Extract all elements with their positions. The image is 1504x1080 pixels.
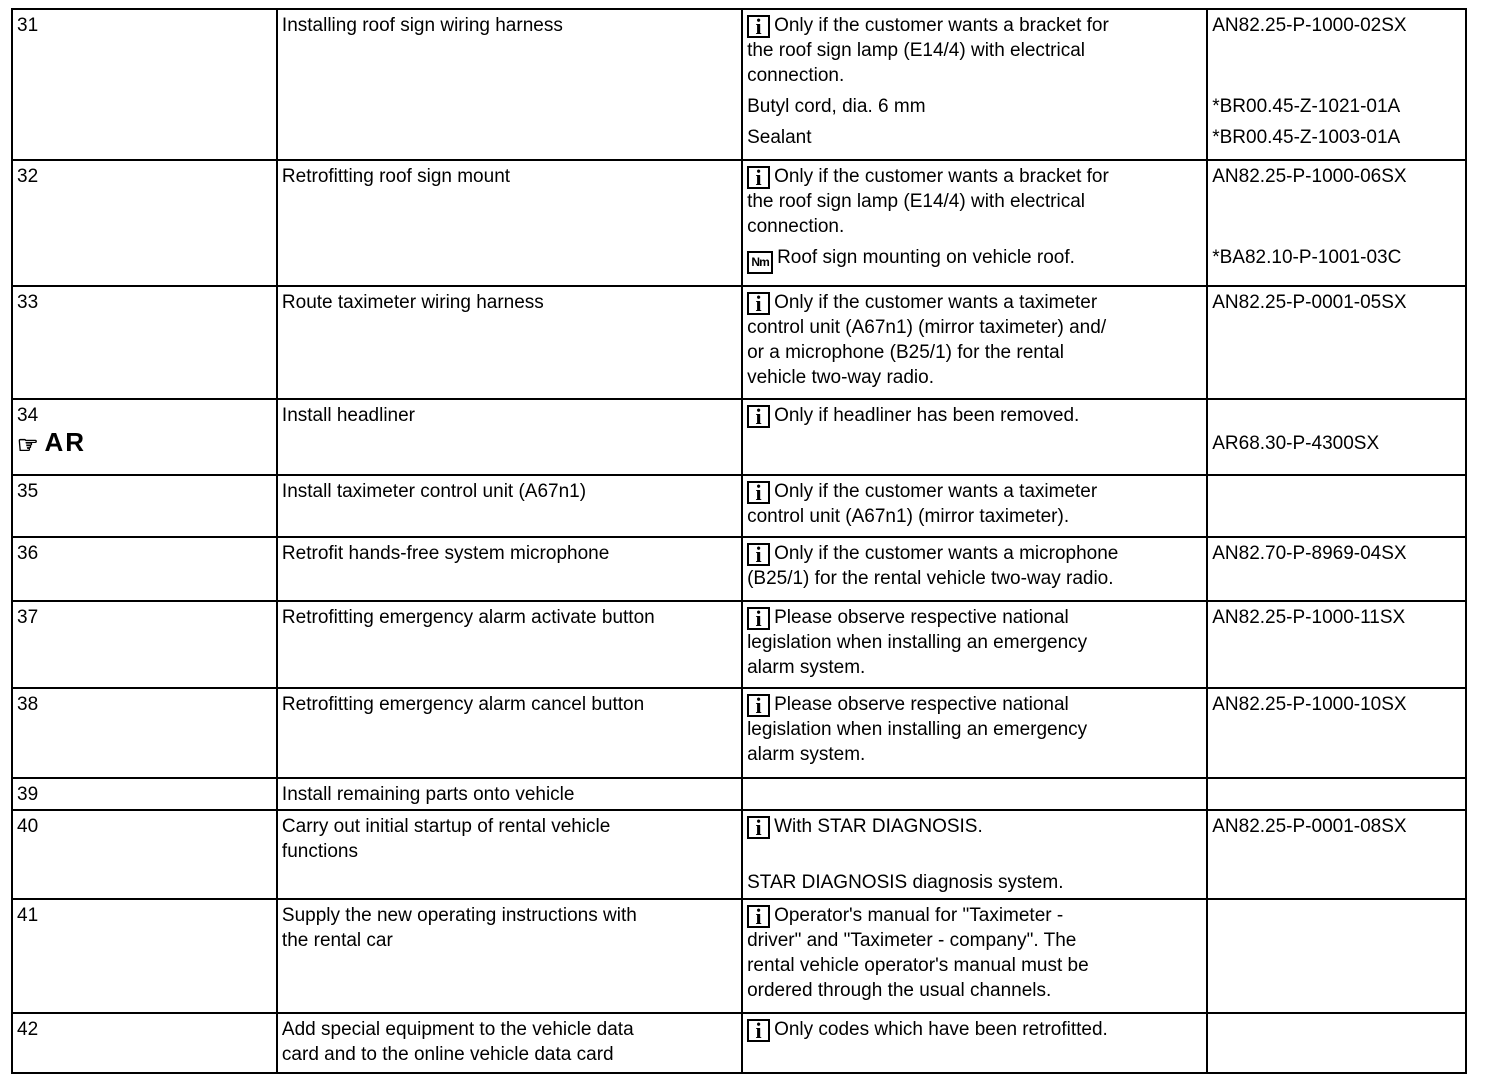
note-text: Please observe respective national [774, 607, 1069, 628]
note-text: Only if the customer wants a bracket for [774, 166, 1109, 187]
reference-code: AN82.25-P-1000-11SX [1212, 607, 1406, 628]
step-number-cell [12, 810, 277, 899]
step-number: 32 [17, 166, 39, 187]
table-row [12, 778, 1466, 810]
reference-cell [1207, 1013, 1466, 1073]
notes-cell [742, 475, 1207, 537]
step-number-cell [12, 160, 277, 286]
operation-text: Install remaining parts onto vehicle [281, 784, 575, 805]
note-text: legislation when installing an emergency [747, 632, 1088, 653]
operation-cell [277, 1013, 742, 1073]
reference-code [1212, 782, 1461, 807]
reference-cell [1207, 778, 1466, 810]
note-text: Only codes which have been retrofitted. [774, 1019, 1108, 1040]
reference-code [1212, 1017, 1461, 1042]
operation-cell [277, 537, 742, 601]
note-text: Sealant [747, 127, 812, 148]
operation-cell [277, 899, 742, 1013]
note-block [747, 541, 1202, 591]
note-text: STAR DIAGNOSIS diagnosis system. [747, 872, 1064, 893]
operation-text: Install headliner [281, 405, 416, 426]
table-row [12, 688, 1466, 778]
info-icon: i [747, 1019, 770, 1042]
reference-code: AN82.25-P-1000-06SX [1212, 166, 1407, 187]
procedure-table [11, 8, 1467, 1074]
reference-code [1212, 63, 1461, 88]
note-text: alarm system. [747, 657, 866, 678]
reference-cell [1207, 399, 1466, 475]
step-number-cell [12, 778, 277, 810]
step-number: 31 [17, 15, 39, 36]
notes-cell [742, 286, 1207, 399]
step-number-cell [12, 9, 277, 160]
operation-cell [277, 286, 742, 399]
reference-cell [1207, 810, 1466, 899]
operation-cell [277, 475, 742, 537]
note-text: or a microphone (B25/1) for the rental [747, 342, 1064, 363]
info-icon: i [747, 543, 770, 566]
table-row [12, 160, 1466, 286]
info-icon: i [747, 816, 770, 839]
reference-code [1212, 479, 1461, 504]
step-number-cell [12, 601, 277, 688]
reference-cell [1207, 537, 1466, 601]
table-row [12, 475, 1466, 537]
note-text: Only if the customer wants a taximeter [774, 481, 1098, 502]
reference-code [1212, 189, 1461, 214]
note-text: rental vehicle operator's manual must be [747, 955, 1089, 976]
reference-cell [1207, 899, 1466, 1013]
note-text: connection. [747, 216, 845, 237]
operation-cell [277, 9, 742, 160]
note-text: the roof sign lamp (E14/4) with electrical [747, 191, 1086, 212]
note-text: Only if the customer wants a microphone [774, 543, 1119, 564]
note-block [747, 1017, 1202, 1042]
table-row [12, 1013, 1466, 1073]
note-block [747, 13, 1202, 88]
notes-cell [742, 160, 1207, 286]
step-number: 35 [17, 481, 39, 502]
pointing-hand-icon: ☞ [17, 432, 41, 459]
operation-text: Route taximeter wiring harness [281, 292, 544, 313]
operation-text: Retrofitting roof sign mount [281, 166, 511, 187]
note-block [747, 290, 1202, 390]
step-number-cell [12, 399, 277, 475]
reference-code: *BR00.45-Z-1021-01A [1212, 96, 1401, 117]
reference-cell [1207, 475, 1466, 537]
reference-cell [1207, 160, 1466, 286]
operation-text: Supply the new operating instructions with [281, 905, 637, 926]
step-number: 33 [17, 292, 39, 313]
notes-cell [742, 537, 1207, 601]
note-block [747, 164, 1202, 239]
note-text: driver" and "Taximeter - company". The [747, 930, 1077, 951]
reference-code: *BR00.45-Z-1003-01A [1212, 127, 1401, 148]
ar-reference-badge [17, 427, 272, 459]
note-block [747, 605, 1202, 680]
reference-code: AN82.25-P-1000-10SX [1212, 694, 1407, 715]
info-icon: i [747, 905, 770, 928]
notes-cell [742, 899, 1207, 1013]
step-number-cell [12, 537, 277, 601]
note-block [747, 245, 1202, 274]
info-icon: i [747, 481, 770, 504]
table-row [12, 286, 1466, 399]
notes-cell [742, 601, 1207, 688]
note-block [747, 845, 1202, 895]
step-number-cell [12, 899, 277, 1013]
step-number: 41 [17, 905, 39, 926]
note-text: the roof sign lamp (E14/4) with electrical [747, 40, 1086, 61]
reference-code [1212, 403, 1461, 428]
operation-text: Install taximeter control unit (A67n1) [281, 481, 587, 502]
reference-code [1212, 214, 1461, 239]
operation-text: the rental car [281, 930, 393, 951]
info-icon: i [747, 405, 770, 428]
notes-cell [742, 810, 1207, 899]
info-icon: i [747, 607, 770, 630]
reference-code: AR68.30-P-4300SX [1212, 433, 1380, 454]
reference-code: AN82.25-P-0001-05SX [1212, 292, 1407, 313]
note-block [747, 94, 1202, 119]
operation-text: Retrofitting emergency alarm cancel button [281, 694, 645, 715]
step-number: 39 [17, 784, 39, 805]
operation-text: Retrofitting emergency alarm activate button [281, 607, 655, 628]
step-number-cell [12, 475, 277, 537]
info-icon: i [747, 166, 770, 189]
note-block [747, 125, 1202, 150]
step-number: 34 [17, 405, 39, 426]
note-text: (B25/1) for the rental vehicle two-way radio. [747, 568, 1114, 589]
note-block [747, 814, 1202, 839]
reference-cell [1207, 286, 1466, 399]
procedure-table-body [12, 9, 1466, 1073]
table-row [12, 537, 1466, 601]
notes-cell [742, 778, 1207, 810]
note-block [747, 403, 1202, 428]
note-text: Roof sign mounting on vehicle roof. [777, 247, 1075, 268]
ar-badge-label: AR [44, 427, 87, 457]
step-number-cell [12, 688, 277, 778]
operation-text: functions [281, 841, 358, 862]
note-block [747, 692, 1202, 767]
note-text: alarm system. [747, 744, 866, 765]
notes-cell [742, 9, 1207, 160]
operation-cell [277, 778, 742, 810]
info-icon: i [747, 15, 770, 38]
note-text: connection. [747, 65, 845, 86]
note-text: Butyl cord, dia. 6 mm [747, 96, 926, 117]
reference-code [1212, 903, 1461, 928]
reference-cell [1207, 9, 1466, 160]
torque-nm-icon: Nm [747, 251, 773, 274]
table-row [12, 399, 1466, 475]
reference-cell [1207, 688, 1466, 778]
step-number: 40 [17, 816, 39, 837]
reference-code [1212, 38, 1461, 63]
table-row [12, 9, 1466, 160]
table-row [12, 810, 1466, 899]
note-text: vehicle two-way radio. [747, 367, 934, 388]
notes-cell [742, 1013, 1207, 1073]
note-text: control unit (A67n1) (mirror taximeter). [747, 506, 1070, 527]
step-number: 42 [17, 1019, 39, 1040]
reference-code: *BA82.10-P-1001-03C [1212, 247, 1402, 268]
note-text: Operator's manual for "Taximeter - [774, 905, 1064, 926]
operation-text: Add special equipment to the vehicle data [281, 1019, 634, 1040]
step-number: 38 [17, 694, 39, 715]
operation-cell [277, 160, 742, 286]
operation-text: Carry out initial startup of rental vehicle [281, 816, 611, 837]
operation-cell [277, 601, 742, 688]
note-block [747, 479, 1202, 529]
step-number: 37 [17, 607, 39, 628]
note-text: Please observe respective national [774, 694, 1069, 715]
notes-cell [742, 688, 1207, 778]
operation-text: card and to the online vehicle data card [281, 1044, 614, 1065]
table-row [12, 601, 1466, 688]
note-text: legislation when installing an emergency [747, 719, 1088, 740]
operation-text: Retrofit hands-free system microphone [281, 543, 610, 564]
notes-cell [742, 399, 1207, 475]
reference-code: AN82.25-P-0001-08SX [1212, 816, 1407, 837]
operation-cell [277, 688, 742, 778]
info-icon: i [747, 694, 770, 717]
reference-code: AN82.25-P-1000-02SX [1212, 15, 1407, 36]
operation-cell [277, 399, 742, 475]
note-text: Only if the customer wants a bracket for [774, 15, 1109, 36]
note-text: Only if the customer wants a taximeter [774, 292, 1098, 313]
note-text: Only if headliner has been removed. [774, 405, 1080, 426]
note-text: control unit (A67n1) (mirror taximeter) and/ [747, 317, 1107, 338]
step-number: 36 [17, 543, 39, 564]
reference-cell [1207, 601, 1466, 688]
reference-code: AN82.70-P-8969-04SX [1212, 543, 1407, 564]
info-icon: i [747, 292, 770, 315]
note-text: ordered through the usual channels. [747, 980, 1052, 1001]
step-number-cell [12, 286, 277, 399]
operation-cell [277, 810, 742, 899]
table-row [12, 899, 1466, 1013]
step-number-cell [12, 1013, 277, 1073]
operation-text: Installing roof sign wiring harness [281, 15, 563, 36]
note-text: With STAR DIAGNOSIS. [774, 816, 983, 837]
note-block [747, 903, 1202, 1003]
